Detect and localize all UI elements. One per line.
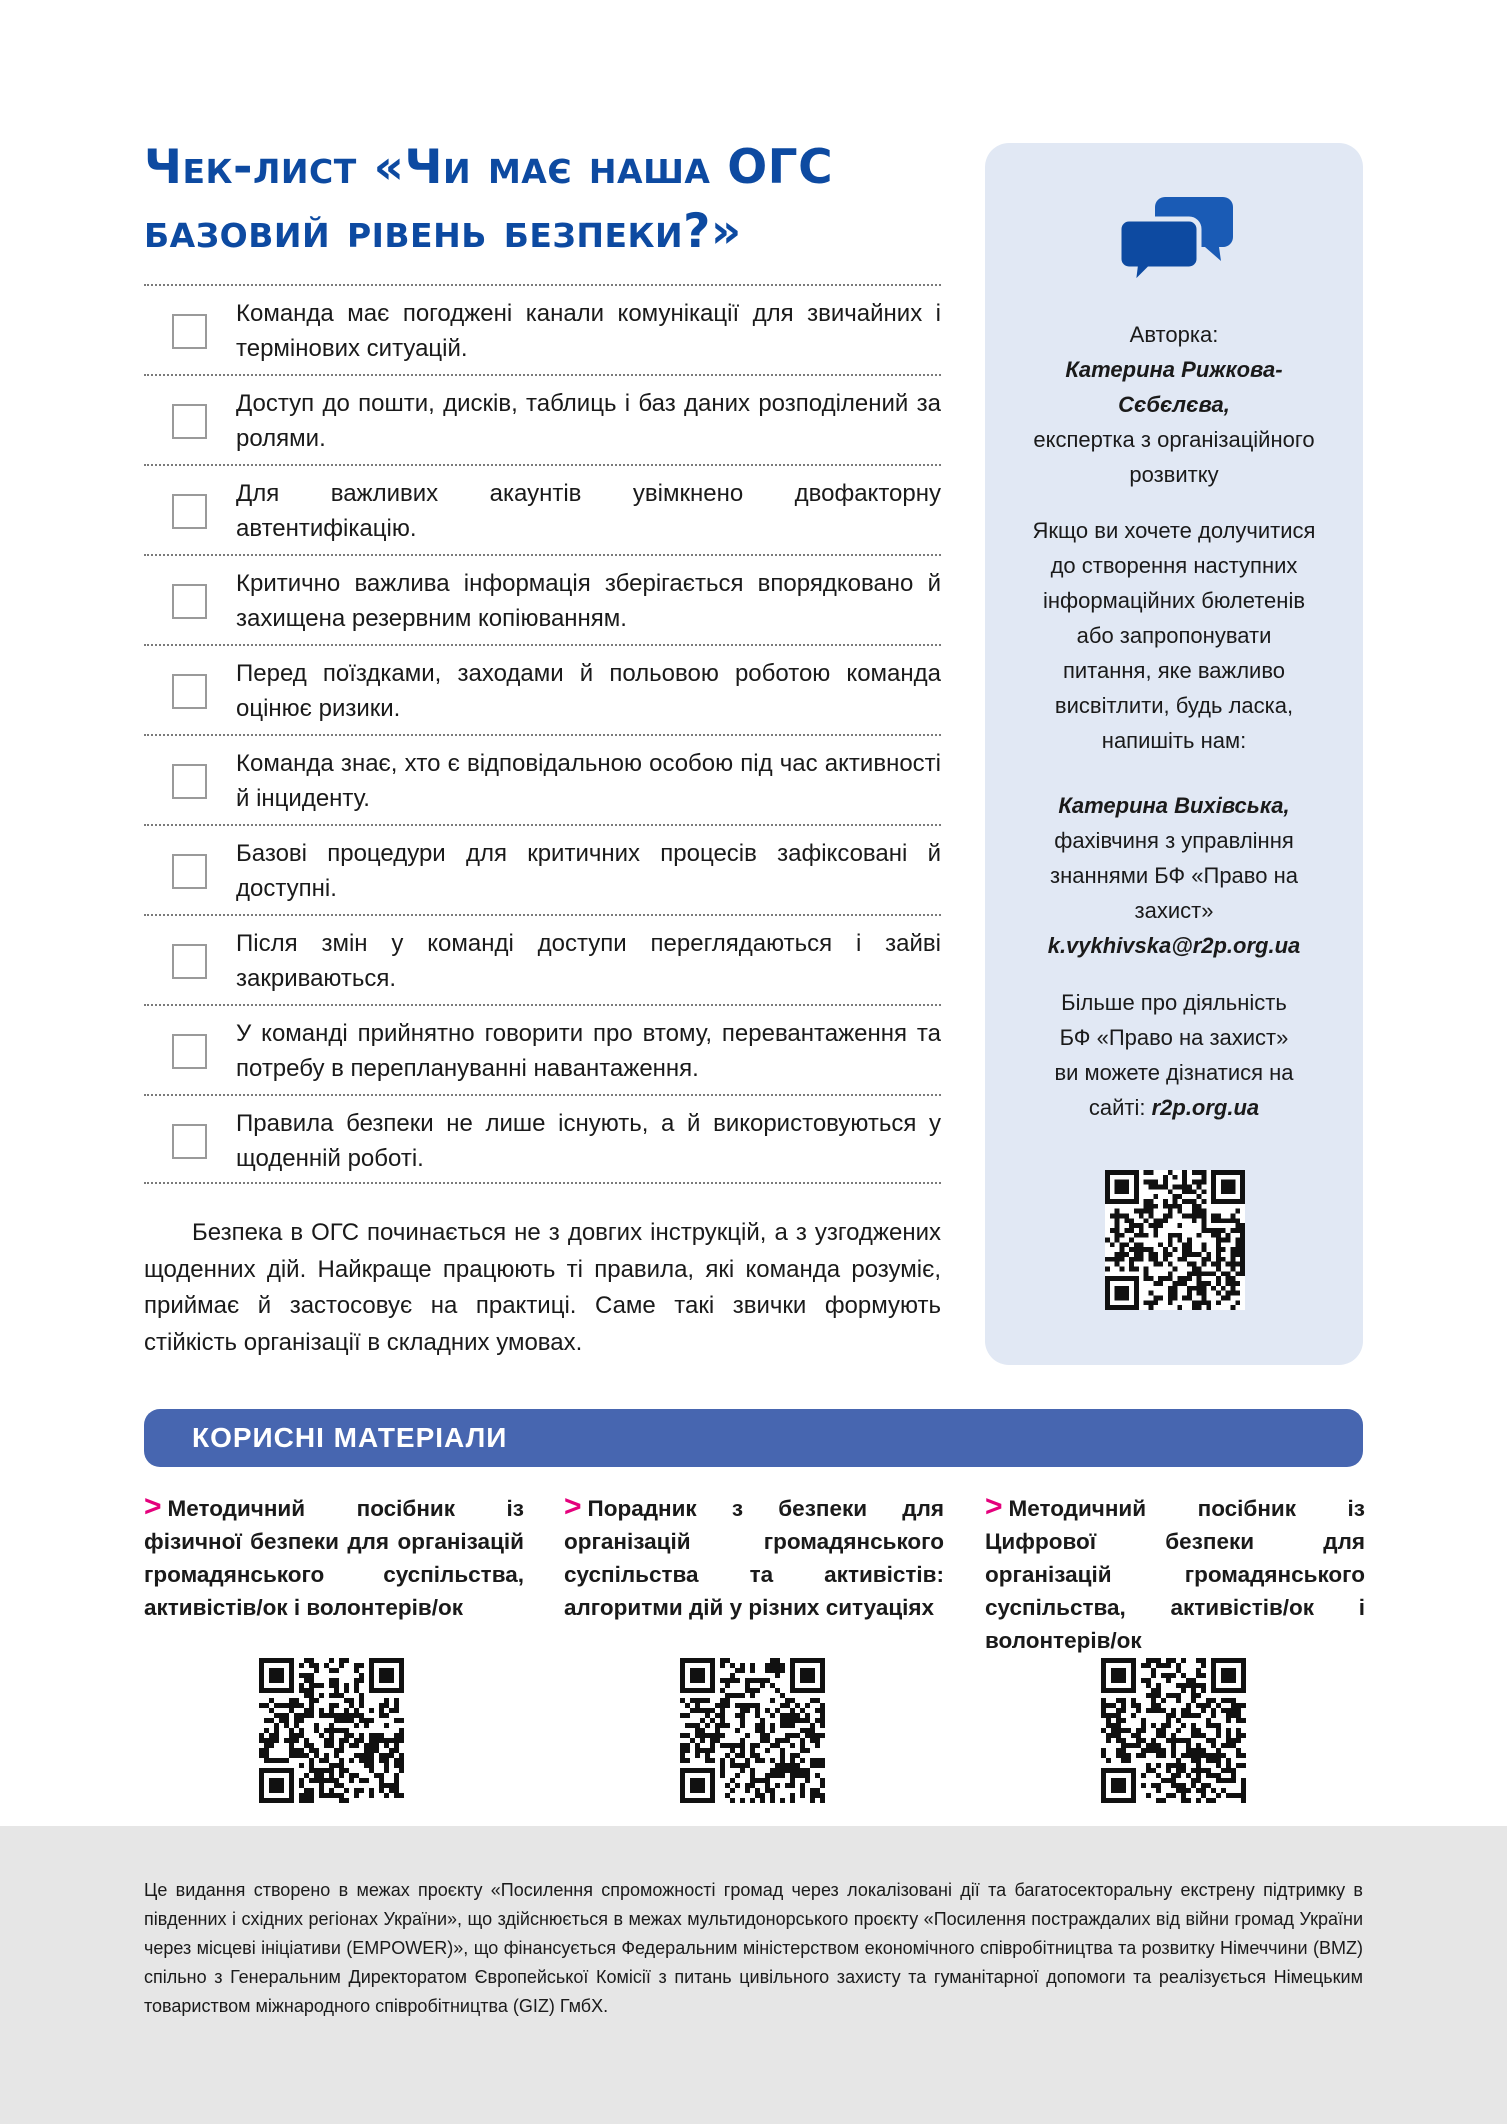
checklist-item[interactable] <box>144 284 941 374</box>
checklist-item-text: У команді прийнятно говорити про втому, перевантаження та потребу в переплануванні навантаження. <box>236 1020 941 1082</box>
checkbox[interactable] <box>172 494 207 529</box>
material-link[interactable] <box>144 1490 524 1624</box>
chat-bubbles-icon <box>1119 191 1239 291</box>
author-name: Катерина Рижкова-Сєбєлєва, <box>1065 357 1283 417</box>
site-link[interactable]: r2p.org.ua <box>1151 1095 1260 1120</box>
material-title: Порадник з безпеки для організацій громадянського суспільства та активістів: алгоритми дій у різних ситуаціях <box>564 1496 944 1620</box>
material-link[interactable] <box>564 1490 944 1624</box>
chevron-right-icon: > <box>985 1490 1003 1523</box>
checklist-item[interactable] <box>144 644 941 734</box>
chevron-right-icon: > <box>144 1490 162 1523</box>
more-info-block <box>1005 985 1343 1125</box>
checklist-item-text: Команда знає, хто є відповідальною особою під час активності й інциденту. <box>236 750 941 812</box>
material-title: Методичний посібник із фізичної безпеки для організацій громадянського суспільства, активістів/ок і волонтерів/ок <box>144 1496 524 1620</box>
checklist-item-text: Перед поїздками, заходами й польовою роботою команда оцінює ризики. <box>236 660 941 722</box>
checklist-item[interactable] <box>144 374 941 464</box>
contact-block <box>1005 788 1343 963</box>
checkbox[interactable] <box>172 1034 207 1069</box>
summary-paragraph: Безпека в ОГС починається не з довгих інструкцій, а з узгоджених щоденних дій. Найкраще працюють ті правила, які команда розуміє, приймає й застосовує на практиці. Саме такі звички формують стійкість організації в складних умовах. <box>144 1219 941 1356</box>
site-qr-code[interactable] <box>1105 1170 1245 1310</box>
more-info-text: Більше про діяльність БФ «Право на захист» ви можете дізнатися на сайті: <box>1054 990 1294 1120</box>
author-label: Авторка: <box>1129 322 1219 347</box>
checkbox[interactable] <box>172 764 207 799</box>
author-block <box>1005 317 1343 492</box>
material-title: Методичний посібник із Цифрової безпеки для організацій громадянського суспільства, активістів/ок і волонтерів/ок <box>985 1496 1365 1653</box>
checklist-item-text: Доступ до пошти, дисків, таблиць і баз даних розподілений за ролями. <box>236 390 941 452</box>
contact-email-link[interactable]: k.vykhivska@r2p.org.ua <box>1047 933 1301 958</box>
checklist-item[interactable] <box>144 554 941 644</box>
invite-text: Якщо ви хочете долучитися до створення наступних інформаційних бюлетенів або запропонувати питання, яке важливо висвітлити, будь ласка, напишіть нам: <box>1032 518 1316 753</box>
checklist-item[interactable] <box>144 824 941 914</box>
checklist-item-text: Для важливих акаунтів увімкнено двофакторну автентифікацію. <box>236 480 941 542</box>
page-title <box>144 136 974 264</box>
checklist-item[interactable] <box>144 1004 941 1094</box>
author-role: експертка з організаційного розвитку <box>1033 427 1315 487</box>
contact-name: Катерина Вихівська, <box>1058 793 1290 818</box>
contact-role: фахівчиня з управління знаннями БФ «Право на захист» <box>1050 828 1298 923</box>
checkbox[interactable] <box>172 944 207 979</box>
footer <box>0 1826 1507 2124</box>
footer-disclaimer: Це видання створено в межах проєкту «Посилення спроможності громад через локалізовані дії та багатосекторальну екстрену підтримку в південних і східних регіонах України», що здійснюється в межах мультидонорського проєкту «Посилення постраждалих від війни громад України через місцеві ініціативи (EMPOWER)», що фінансується Федеральним міністерством економічного співробітництва та розвитку Німеччини (BMZ) спільно з Генеральним Директоратом Європейської Комісії з питань цивільного захисту та гуманітарної допомоги та реалізується Німецьким товариством міжнародного співробітництва (GIZ) ГмбХ. <box>144 1880 1363 2016</box>
author-sidebar <box>985 143 1363 1365</box>
checklist-item-text: Базові процедури для критичних процесів зафіксовані й доступні. <box>236 840 941 902</box>
material-link[interactable] <box>985 1490 1365 1657</box>
checkbox[interactable] <box>172 1124 207 1159</box>
checklist-item-text: Правила безпеки не лише існують, а й використовуються у щоденній роботі. <box>236 1110 941 1172</box>
materials-heading: КОРИСНІ МАТЕРІАЛИ <box>144 1409 1363 1467</box>
checklist-item[interactable] <box>144 464 941 554</box>
material-qr-code[interactable] <box>680 1658 825 1803</box>
checkbox[interactable] <box>172 674 207 709</box>
chevron-right-icon: > <box>564 1490 582 1523</box>
title-line-1: Чек-лист «Чи має наша ОГС <box>144 140 834 195</box>
checklist-item[interactable] <box>144 914 941 1004</box>
checklist <box>144 284 941 1184</box>
title-line-2: базовий рівень безпеки?» <box>144 204 742 259</box>
checklist-item[interactable] <box>144 734 941 824</box>
checkbox[interactable] <box>172 584 207 619</box>
checklist-item[interactable] <box>144 1094 941 1184</box>
checklist-item-text: Команда має погоджені канали комунікації для звичайних і термінових ситуацій. <box>236 300 941 362</box>
material-qr-code[interactable] <box>259 1658 404 1803</box>
checkbox[interactable] <box>172 404 207 439</box>
checkbox[interactable] <box>172 854 207 889</box>
checklist-item-text: Після змін у команді доступи переглядаються і зайві закриваються. <box>236 930 941 992</box>
checkbox[interactable] <box>172 314 207 349</box>
material-qr-code[interactable] <box>1101 1658 1246 1803</box>
checklist-item-text: Критично важлива інформація зберігається впорядковано й захищена резервним копіюванням. <box>236 570 941 632</box>
